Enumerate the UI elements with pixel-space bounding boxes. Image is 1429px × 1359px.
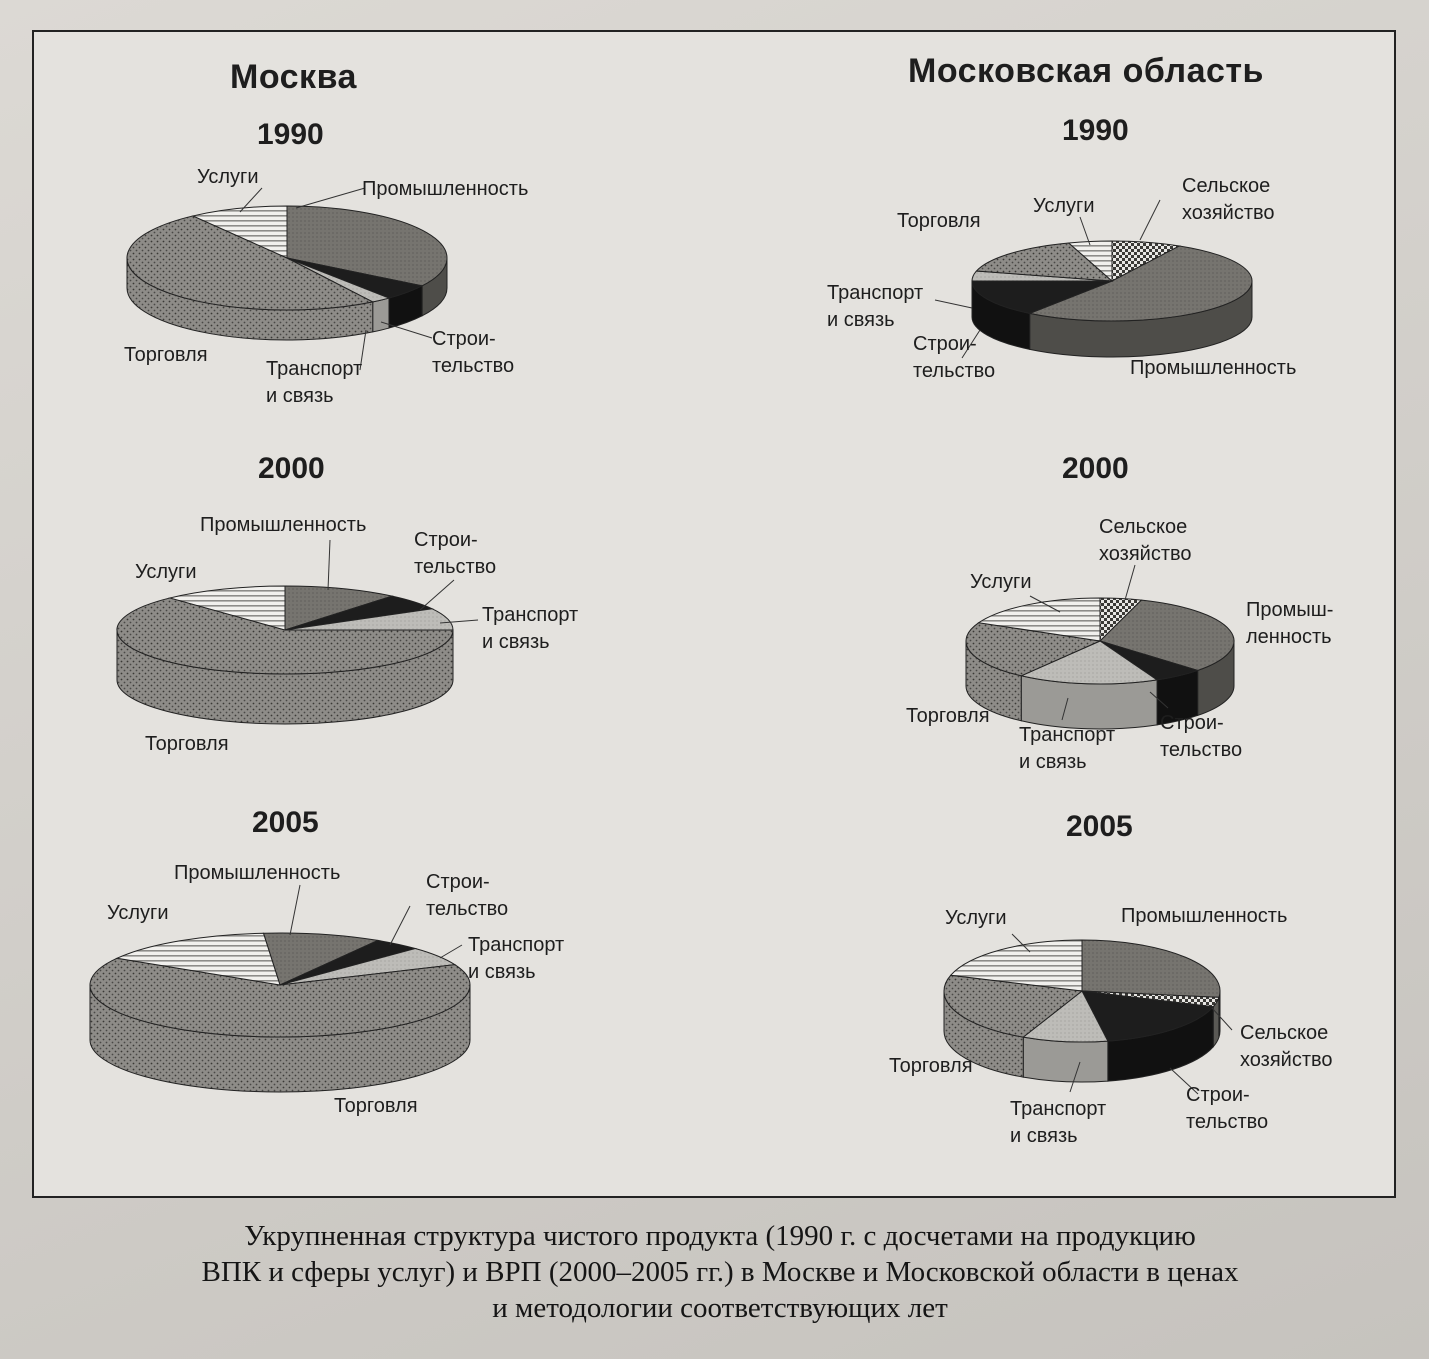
pies-layer [90, 206, 1252, 1092]
pie-side-slice [1023, 1037, 1108, 1082]
figure-caption [60, 1218, 1380, 1326]
leader-line [420, 580, 454, 610]
year-title-moscow-2005: 2005 [252, 806, 319, 839]
slice-label: Строи- тельство [1186, 1084, 1269, 1133]
slice-label: Сельское хозяйство [1182, 175, 1275, 224]
year-title-moscow-2000: 2000 [258, 452, 325, 485]
leader-line [381, 322, 432, 338]
year-title-region-1990: 1990 [1062, 114, 1129, 147]
column-title-moscow: Москва [230, 58, 357, 96]
slice-label: Строи- тельство [913, 333, 996, 382]
slice-label: Строи- тельство [432, 328, 515, 377]
year-title-region-2000: 2000 [1062, 452, 1129, 485]
slice-label: Промышленность [200, 514, 367, 536]
slice-label: Промышленность [174, 862, 341, 884]
pie-slice [1082, 940, 1220, 997]
slice-label: Строи- тельство [1160, 712, 1243, 761]
pie-side-slice [373, 298, 389, 332]
slice-label: Торговля [334, 1095, 418, 1117]
slice-label: Транспорт и связь [266, 358, 363, 407]
year-title-region-2005: 2005 [1066, 810, 1133, 843]
slice-label: Торговля [906, 705, 990, 727]
slice-label: Торговля [889, 1055, 973, 1077]
slice-label: Торговля [124, 344, 208, 366]
slice-label: Строи- тельство [414, 529, 497, 578]
caption-line-2: ВПК и сферы услуг) и ВРП (2000–2005 гг.) в Москве и Московской области в ценах [201, 1256, 1239, 1288]
slice-label: Услуги [107, 902, 169, 924]
slice-label: Промышленность [1130, 357, 1297, 379]
slice-label: Услуги [945, 907, 1007, 929]
slice-label: Строи- тельство [426, 871, 509, 920]
slice-label: Транспорт и связь [482, 604, 579, 653]
year-title-moscow-1990: 1990 [257, 118, 324, 151]
column-title-moscow-region: Московская область [908, 52, 1264, 90]
leader-line [1080, 217, 1090, 245]
slice-label: Транспорт и связь [827, 282, 924, 331]
slice-label: Торговля [145, 733, 229, 755]
caption-line-1: Укрупненная структура чистого продукта (1990 г. с досчетами на продукцию [244, 1220, 1196, 1252]
leader-line [328, 540, 330, 590]
leader-line [440, 945, 462, 958]
leader-line [1140, 200, 1160, 240]
slice-label: Промышленность [362, 178, 529, 200]
leader-line [290, 885, 300, 935]
slice-label: Торговля [897, 210, 981, 232]
slice-label: Услуги [135, 561, 197, 583]
leader-line [296, 188, 365, 208]
slice-label: Транспорт и связь [1019, 724, 1116, 773]
caption-line-3: и методологии соответствующих лет [492, 1292, 948, 1324]
slice-label: Сельское хозяйство [1099, 516, 1192, 565]
leader-line [1125, 565, 1135, 600]
slice-label: Транспорт и связь [468, 934, 565, 983]
slice-label: Промыш- ленность [1246, 599, 1334, 648]
leader-line [935, 300, 972, 308]
slice-label: Транспорт и связь [1010, 1098, 1107, 1147]
slice-label: Промышленность [1121, 905, 1288, 927]
slice-label: Сельское хозяйство [1240, 1022, 1333, 1071]
leader-line [390, 906, 410, 945]
slice-label: Услуги [1033, 195, 1095, 217]
slice-label: Услуги [970, 571, 1032, 593]
slice-label: Услуги [197, 166, 259, 188]
